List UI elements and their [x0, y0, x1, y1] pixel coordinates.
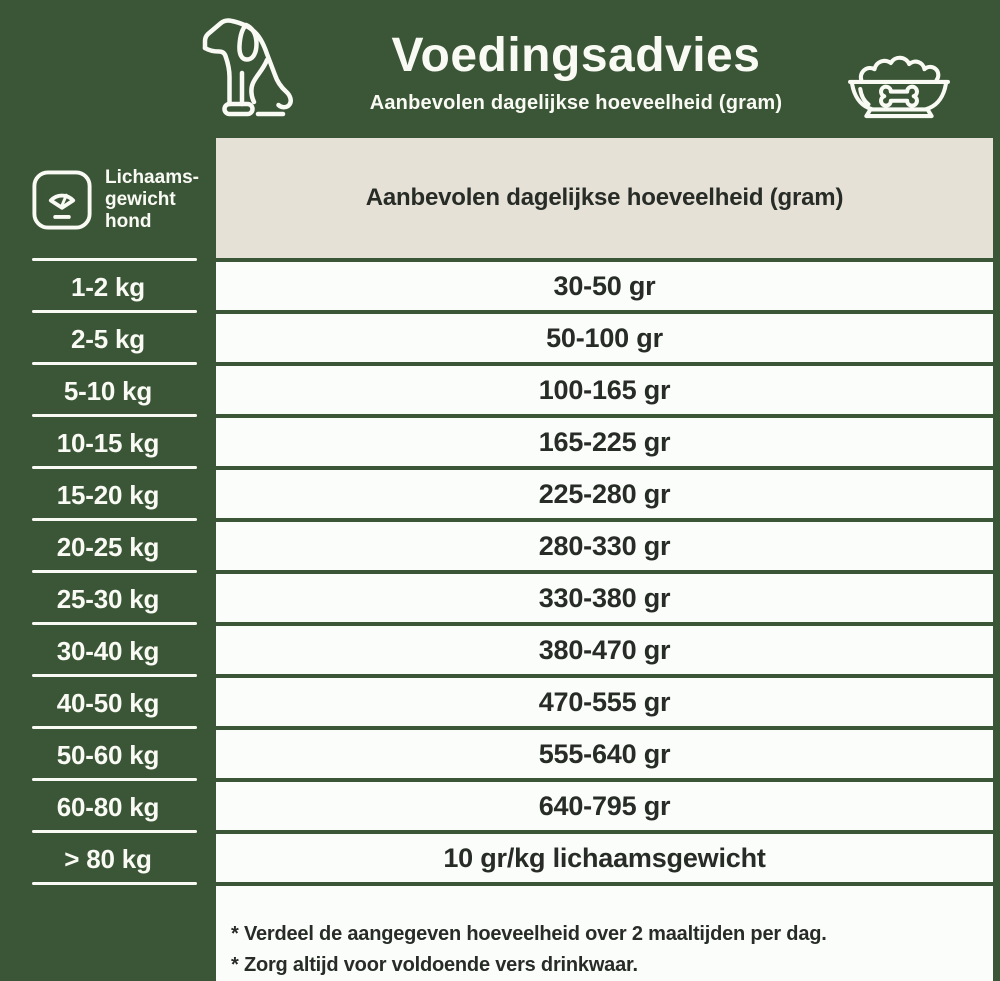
page-subtitle: Aanbevolen dagelijkse hoeveelheid (gram) [369, 92, 783, 114]
weight-cell: 50-60 kg [0, 729, 216, 781]
weight-cell: 30-40 kg [0, 625, 216, 677]
weight-cell: 20-25 kg [0, 521, 216, 573]
weight-cell: 15-20 kg [0, 469, 216, 521]
weight-cell: 25-30 kg [0, 573, 216, 625]
weight-cell: 40-50 kg [0, 677, 216, 729]
header-titles [296, 30, 856, 115]
amount-cell: 380-470 gr [216, 626, 993, 674]
weight-column [0, 138, 216, 979]
amount-cell: 30-50 gr [216, 262, 993, 310]
amount-cell: 555-640 gr [216, 730, 993, 778]
amount-column-header: Aanbevolen dagelijkse hoeveelheid (gram) [216, 138, 993, 258]
weight-cell: 5-10 kg [0, 365, 216, 417]
amount-cell: 10 gr/kg lichaamsgewicht [216, 834, 993, 882]
amount-cell: 225-280 gr [216, 470, 993, 518]
amount-cell: 100-165 gr [216, 366, 993, 414]
feeding-table [0, 138, 1000, 979]
dog-icon [194, 12, 308, 126]
amount-cell: 280-330 gr [216, 522, 993, 570]
weight-cell: 10-15 kg [0, 417, 216, 469]
footnotes [216, 886, 993, 981]
weight-cell: 2-5 kg [0, 313, 216, 365]
weight-cell: 60-80 kg [0, 781, 216, 833]
amount-cell: 165-225 gr [216, 418, 993, 466]
amount-cell: 50-100 gr [216, 314, 993, 362]
scale-icon [31, 168, 93, 232]
amount-cell: 330-380 gr [216, 574, 993, 622]
footnote-line: * Verdeel de aangegeven hoeveelheid over 2 maaltijden per dag. [231, 923, 827, 945]
page-header [0, 0, 1000, 138]
weight-cell: > 80 kg [0, 833, 216, 885]
amount-column [216, 138, 993, 979]
footnote-line: * Zorg altijd voor voldoende vers drinkwaar. [231, 954, 638, 976]
weight-column-label: Lichaams- gewicht hond [105, 166, 199, 232]
amount-cell: 640-795 gr [216, 782, 993, 830]
weight-cell: 1-2 kg [0, 261, 216, 313]
page-title: Voedingsadvies [391, 29, 761, 82]
weight-column-header [0, 138, 216, 261]
amount-cell: 470-555 gr [216, 678, 993, 726]
dog-bowl-icon [846, 50, 952, 124]
bone-icon [881, 87, 917, 106]
